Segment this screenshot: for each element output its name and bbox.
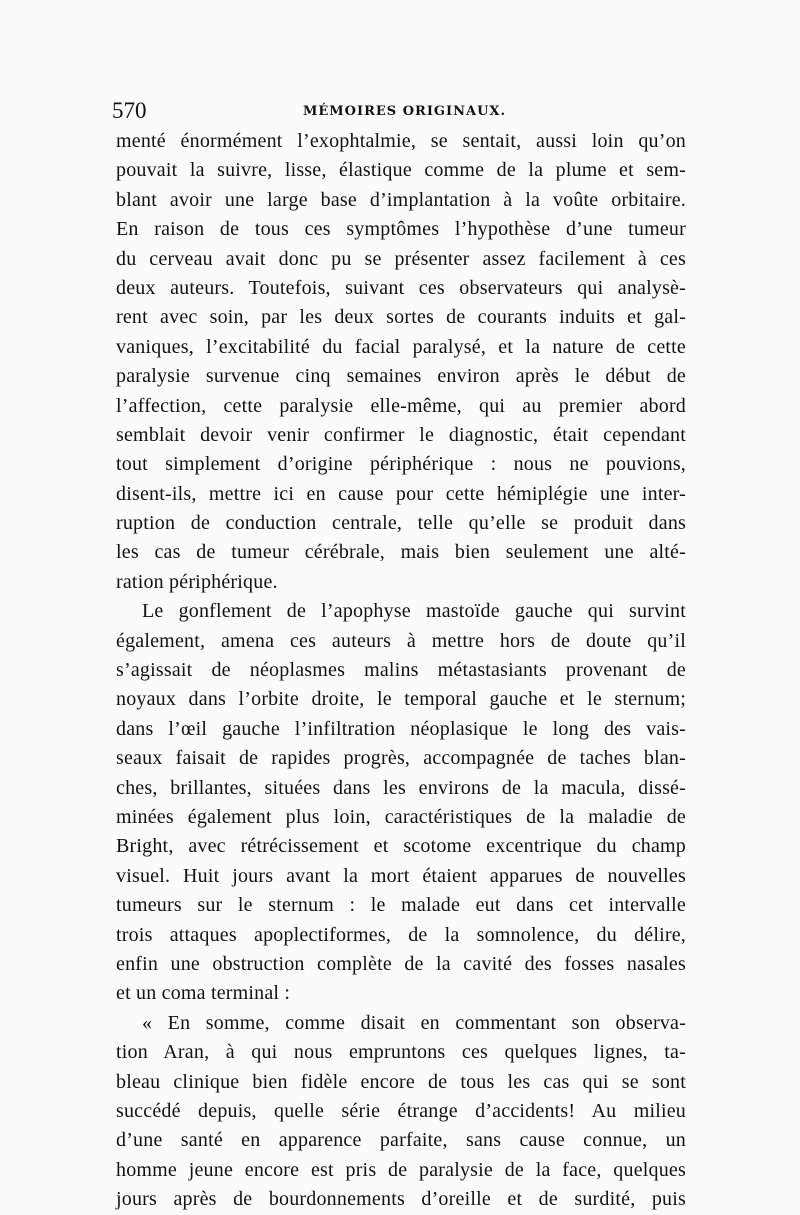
text-line: d’une santé en apparence parfaite, sans cause connue, un — [116, 1129, 686, 1152]
running-title: MÉMOIRES ORIGINAUX. — [302, 104, 507, 119]
page-number: 570 — [112, 98, 147, 123]
text-line: pouvait la suivre, lisse, élastique comme de la plume et sem- — [116, 159, 686, 182]
text-line: semblait devoir venir confirmer le diagnostic, était cependant — [116, 423, 686, 446]
text-line: tion Aran, à qui nous empruntons ces quelques lignes, ta- — [116, 1041, 686, 1064]
text-line: l’affection, cette paralysie elle-même, qui au premier abord — [116, 394, 686, 417]
text-line: ches, brillantes, situées dans les environs de la macula, dissé- — [116, 776, 686, 799]
text-line: vaniques, l’excitabilité du facial paralysé, et la nature de cette — [116, 335, 686, 358]
running-head — [112, 98, 697, 126]
text-line: ruption de conduction centrale, telle qu’elle se produit dans — [116, 512, 686, 535]
text-line: bleau clinique bien fidèle encore de tous les cas qui se sont — [116, 1070, 686, 1093]
text-line: disent-ils, mettre ici en cause pour cette hémiplégie une inter- — [116, 482, 686, 505]
text-line: s’agissait de néoplasmes malins métastasiants provenant de — [116, 659, 686, 682]
text-line: noyaux dans l’orbite droite, le temporal gauche et le sternum; — [116, 688, 686, 711]
body-text — [116, 127, 686, 1214]
text-line: succédé depuis, quelle série étrange d’accidents! Au milieu — [116, 1099, 686, 1122]
text-line: enfin une obstruction complète de la cavité des fosses nasales — [116, 952, 686, 975]
text-line: également, amena ces auteurs à mettre hors de doute qu’il — [116, 629, 686, 652]
text-line: visuel. Huit jours avant la mort étaient apparues de nouvelles — [116, 864, 686, 887]
text-line: menté énormément l’exophtalmie, se sentait, aussi loin qu’on — [116, 130, 686, 152]
text-line: du cerveau avait donc pu se présenter assez facilement à ces — [116, 247, 686, 270]
text-line: paralysie survenue cinq semaines environ après le début de — [116, 365, 686, 388]
text-line: jours après de bourdonnements d’oreille et de surdité, puis — [116, 1188, 686, 1211]
text-line: tout simplement d’origine périphérique : nous ne pouvions, — [116, 453, 686, 476]
text-line: Bright, avec rétrécissement et scotome excentrique du champ — [116, 835, 686, 858]
text-line: rent avec soin, par les deux sortes de courants induits et gal- — [116, 306, 686, 329]
text-line: les cas de tumeur cérébrale, mais bien seulement une alté- — [116, 541, 686, 564]
text-line: blant avoir une large base d’implantation à la voûte orbitaire. — [116, 188, 686, 211]
paragraph-start: Le gonflement de l’apophyse mastoïde gauche qui survint — [142, 600, 686, 623]
paragraph-start: « En somme, comme disait en commentant son observa- — [142, 1011, 686, 1034]
text-line: seaux faisait de rapides progrès, accompagnée de taches blan- — [116, 747, 686, 770]
text-line: tumeurs sur le sternum : le malade eut dans cet intervalle — [116, 894, 686, 917]
text-line: homme jeune encore est pris de paralysie de la face, quelques — [116, 1158, 686, 1181]
text-line: dans l’œil gauche l’infiltration néoplasique le long des vais- — [116, 717, 686, 740]
text-line: et un coma terminal : — [116, 982, 291, 1005]
text-line: En raison de tous ces symptômes l’hypothèse d’une tumeur — [116, 218, 686, 241]
text-line: deux auteurs. Toutefois, suivant ces observateurs qui analysè- — [116, 276, 686, 299]
text-line: minées également plus loin, caractéristiques de la maladie de — [116, 805, 686, 828]
text-line: trois attaques apoplectiformes, de la somnolence, du délire, — [116, 923, 686, 946]
text-line: ration périphérique. — [116, 570, 278, 593]
